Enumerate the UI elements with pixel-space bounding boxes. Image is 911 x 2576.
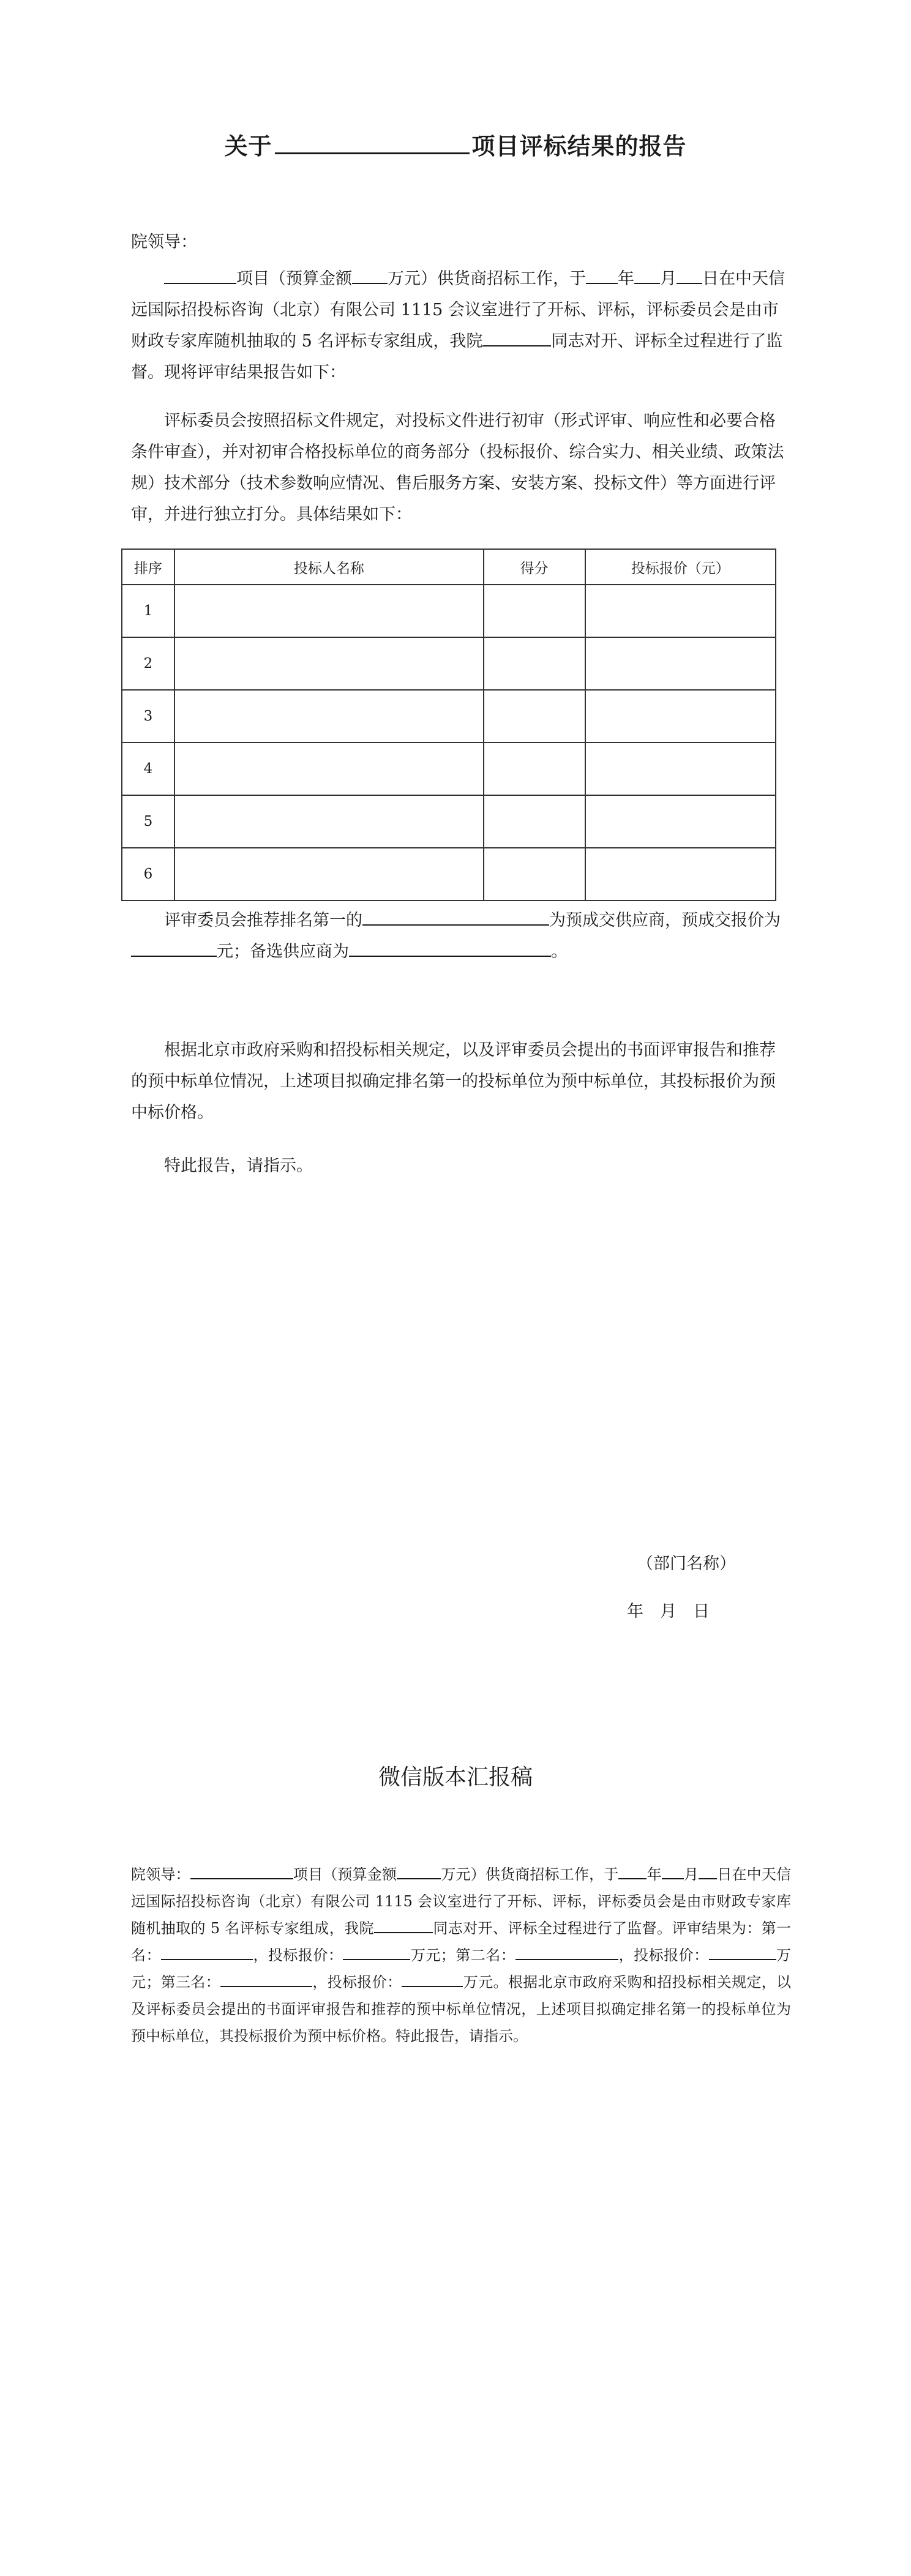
cell-rank: 5	[122, 795, 174, 848]
recommend-text-4: 。	[551, 942, 568, 961]
blank-second-name	[515, 1947, 618, 1960]
wechat-section-title: 微信版本汇报稿	[378, 1765, 533, 1790]
intro-text-5: 日在中天信远国际招投标咨询（北京）有限公司 1115 会议室进行了开标、评标，评标委员会是由市财政专家库随机抽取的 5 名评标专家组成，我院	[131, 269, 785, 351]
cell-rank: 4	[122, 743, 174, 795]
paragraph-closing	[131, 1150, 791, 1181]
blank-day	[699, 1866, 717, 1879]
blank-price	[131, 942, 217, 957]
wechat-text-10: ，投标报价：	[618, 1947, 709, 1964]
cell-bid-price	[585, 848, 776, 900]
cell-bidder-name	[174, 743, 484, 795]
table-row	[122, 848, 776, 900]
cell-rank: 1	[122, 585, 174, 637]
blank-supervisor	[482, 332, 551, 346]
table-row	[122, 743, 776, 795]
intro-text-2: 万元）供货商招标工作，于	[388, 269, 586, 288]
cell-score	[484, 637, 585, 690]
wechat-text-2: 项目（预算金额	[293, 1866, 397, 1883]
wechat-text-12: ，投标报价：	[312, 1974, 402, 1991]
header-bidder-name: 投标人名称	[174, 549, 484, 585]
title-project-blank	[275, 132, 470, 154]
title-prefix: 关于	[224, 133, 272, 160]
wechat-text-5: 月	[683, 1866, 699, 1883]
cell-rank: 6	[122, 848, 174, 900]
recommend-text-3: 元；备选供应商为	[217, 942, 349, 961]
wechat-text-7: 同志对开、评标全过程进行了监督。评审结果为：第一名：	[131, 1920, 792, 1964]
blank-first-name	[161, 1947, 253, 1960]
table-header-row	[122, 549, 776, 585]
recommend-text-1: 评审委员会推荐排名第一的	[164, 911, 362, 930]
intro-text-6: 同志对开、评标全过程进行了监督。现将评审结果报告如下：	[131, 332, 783, 382]
cell-score	[484, 795, 585, 848]
salutation: 院领导：	[131, 233, 197, 252]
blank-month	[662, 1866, 684, 1879]
cell-bid-price	[585, 585, 776, 637]
table-row	[122, 637, 776, 690]
wechat-text-4: 年	[647, 1866, 662, 1883]
cell-bid-price	[585, 795, 776, 848]
report-title	[0, 127, 911, 161]
signature-date: 年 月 日	[627, 1602, 710, 1621]
blank-project	[190, 1866, 293, 1879]
blank-day	[677, 269, 702, 284]
wechat-text-8: ，投标报价：	[252, 1947, 343, 1964]
wechat-text-11: 万元；第三名：	[131, 1947, 792, 1991]
regulation-text: 根据北京市政府采购和招投标相关规定，以及评审委员会提出的书面评审报告和推荐的预中标单位情况，上述项目拟确定排名第一的投标单位为预中标单位，其投标报价为预中标价格。	[131, 1041, 776, 1122]
intro-text-3: 年	[618, 269, 634, 288]
table-row	[122, 795, 776, 848]
blank-supervisor	[374, 1920, 433, 1933]
cell-bidder-name	[174, 637, 484, 690]
cell-bidder-name	[174, 585, 484, 637]
cell-score	[484, 848, 585, 900]
wechat-text-13: 万元。根据北京市政府采购和招投标相关规定，以及评标委员会提出的书面评审报告和推荐的预中标单位情况，上述项目拟确定排名第一的投标单位为预中标单位，其投标报价为预中标价格。特此报告，请指示。	[131, 1974, 792, 2045]
cell-bidder-name	[174, 848, 484, 900]
blank-first-price	[343, 1947, 410, 1960]
closing-text: 特此报告，请指示。	[164, 1156, 313, 1175]
wechat-text-6: 日在中天信远国际招投标咨询（北京）有限公司 1115 会议室进行了开标、评标，评标委员会是由市财政专家库随机抽取的 5 名评标专家组成，我院	[131, 1866, 792, 1937]
bid-results-table	[121, 549, 776, 901]
blank-year	[618, 1866, 647, 1879]
wechat-report-body	[131, 1861, 791, 2050]
cell-bid-price	[585, 690, 776, 743]
blank-third-name	[220, 1974, 312, 1987]
blank-first-supplier	[362, 911, 549, 926]
table-row	[122, 690, 776, 743]
paragraph-intro	[131, 263, 791, 388]
wechat-text-1: 院领导：	[131, 1866, 190, 1883]
paragraph-regulation	[131, 1035, 791, 1128]
blank-year	[586, 269, 618, 284]
blank-budget	[352, 269, 388, 284]
blank-month	[634, 269, 660, 284]
blank-alternate-supplier	[349, 942, 551, 957]
cell-score	[484, 743, 585, 795]
header-bid-price: 投标报价（元）	[585, 549, 776, 585]
title-suffix: 项目评标结果的报告	[471, 133, 687, 160]
paragraph-recommendation	[131, 905, 791, 967]
evaluation-text: 评标委员会按照招标文件规定，对投标文件进行初审（形式评审、响应性和必要合格条件审查），并对初审合格投标单位的商务部分（投标报价、综合实力、相关业绩、政策法规）技术部分（技术参数响应情况、售后服务方案、安装方案、投标文件）等方面进行评审，并进行独立打分。具体结果如下：	[131, 411, 784, 524]
department-name: （部门名称）	[637, 1554, 736, 1573]
cell-bidder-name	[174, 690, 484, 743]
cell-score	[484, 585, 585, 637]
cell-score	[484, 690, 585, 743]
table-row	[122, 585, 776, 637]
cell-rank: 2	[122, 637, 174, 690]
blank-third-price	[402, 1974, 463, 1987]
blank-budget	[397, 1866, 441, 1879]
blank-second-price	[709, 1947, 776, 1960]
wechat-text-3: 万元）供货商招标工作，于	[441, 1866, 619, 1883]
intro-text-4: 月	[660, 269, 677, 288]
cell-bid-price	[585, 743, 776, 795]
recommend-text-2: 为预成交供应商，预成交报价为	[549, 911, 781, 930]
header-rank: 排序	[122, 549, 174, 585]
paragraph-evaluation	[131, 405, 791, 530]
intro-text-1: 项目（预算金额	[236, 269, 352, 288]
cell-rank: 3	[122, 690, 174, 743]
cell-bidder-name	[174, 795, 484, 848]
blank-project	[164, 269, 236, 284]
header-score: 得分	[484, 549, 585, 585]
wechat-text-9: 万元；第二名：	[410, 1947, 516, 1964]
cell-bid-price	[585, 637, 776, 690]
